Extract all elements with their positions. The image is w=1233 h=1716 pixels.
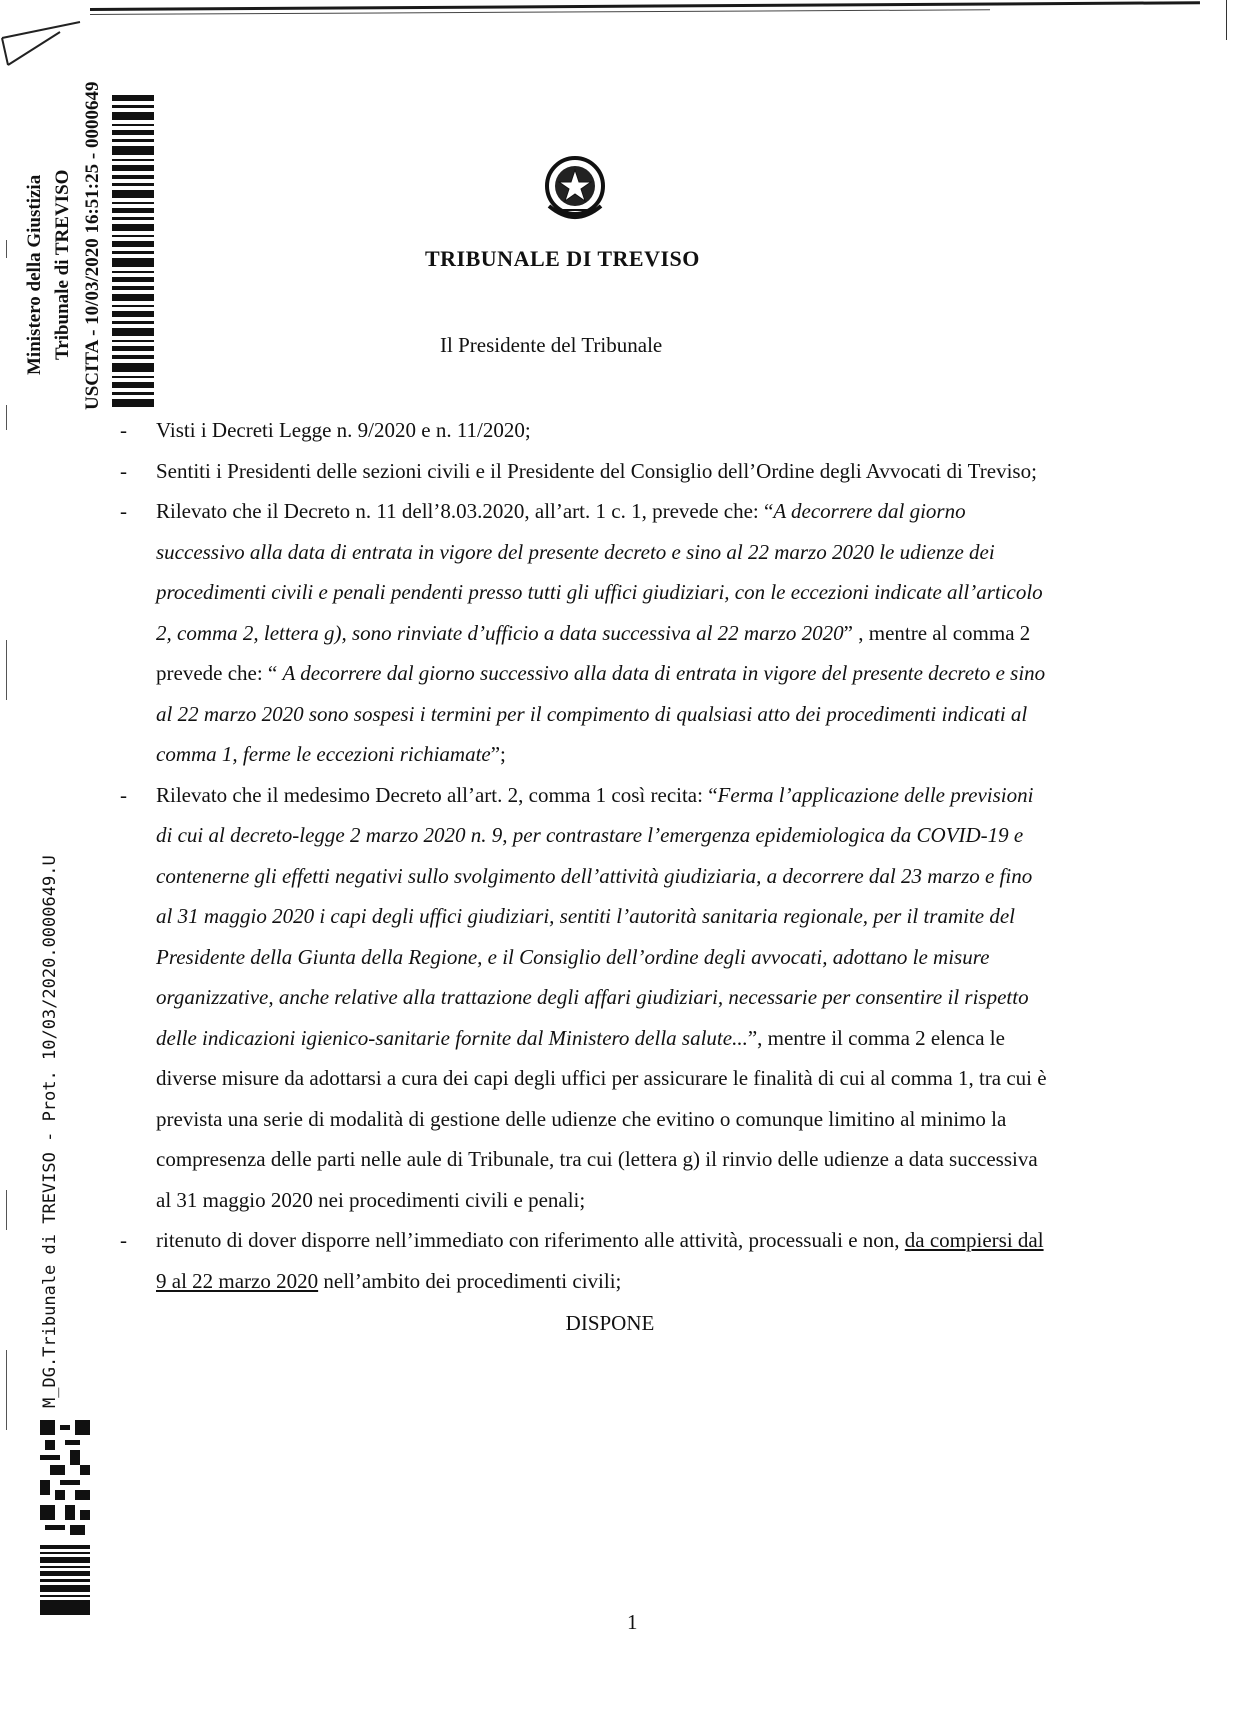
paragraph-rilevato-2 bbox=[120, 775, 1050, 1221]
quote-text: Ferma l’applicazione delle previsioni di cui al decreto-legge 2 marzo 2020 n. 9, per contrastare l’emergenza epidemiologica da COVID-19 e contenerne gli effetti negativi sullo svolgimento dell’attività giudiziaria, a decorrere dal 23 marzo e fino al 31 maggio 2020 i capi degli uffici giudiziari, sentiti l’autorità sanitaria regionale, per il tramite del Presidente della Giunta della Regione, e il Consiglio dell’ordine degli avvocati, adottano le misure organizzative, anche relative alla trattazione degli affari giudiziari, necessarie per consentire il rispetto delle indicazioni igienico-sanitarie fornite dal Ministero della salute... bbox=[156, 782, 1034, 1050]
barcode-top bbox=[112, 95, 154, 415]
paragraph-text: ”; bbox=[490, 742, 506, 766]
bullet-dash: - bbox=[120, 499, 127, 523]
bullet-dash: - bbox=[120, 458, 127, 483]
paragraph-text: Rilevato che il Decreto n. 11 dell’8.03.2020, all’art. 1 c. 1, prevede che: “ bbox=[156, 499, 774, 523]
bullet-dash: - bbox=[120, 418, 127, 442]
president-heading: Il Presidente del Tribunale bbox=[440, 333, 663, 357]
paragraph-text: nell’ambito dei procedimenti civili; bbox=[318, 1268, 622, 1293]
scan-mark bbox=[6, 1350, 7, 1430]
protocol-number: M_DG.Tribunale di TREVISO - Prot. 10/03/2020.0000649.U bbox=[40, 855, 60, 1408]
stamp-uscita: USCITA - 10/03/2020 16:51:25 - 0000649 bbox=[82, 81, 103, 410]
quote-text: A decorrere dal giorno successivo alla data di entrata in vigore del presente decreto e sino al 22 marzo 2020 sono sospesi i termini per il compimento di qualsiasi atto dei procedimenti indicati al comma 1, ferme le eccezioni richiamate bbox=[156, 661, 1046, 766]
dispone-heading: DISPONE bbox=[565, 1311, 655, 1335]
paragraph-rilevato-1 bbox=[120, 491, 1050, 775]
barcode-bottom bbox=[40, 1545, 90, 1615]
bullet-dash: - bbox=[120, 782, 127, 807]
paragraph-visti bbox=[120, 410, 1050, 451]
paragraph-text: Visti i Decreti Legge n. 9/2020 e n. 11/2020; bbox=[156, 418, 531, 442]
page-number: 1 bbox=[627, 1610, 638, 1634]
paragraph-text: ” , mentre al comma 2 prevede che: “ bbox=[156, 620, 1031, 685]
paragraph-text: Rilevato che il medesimo Decreto all’art. 2, comma 1 così recita: “ bbox=[156, 782, 718, 807]
paragraph-text: ritenuto di dover disporre nell’immediato con riferimento alle attività, processuali e non, bbox=[156, 1228, 905, 1252]
scan-mark bbox=[6, 405, 7, 430]
folded-corner-mark bbox=[0, 20, 110, 80]
paragraph-text: Sentiti i Presidenti delle sezioni civili e il Presidente del Consiglio dell’Ordine degli Avvocati di Treviso; bbox=[156, 458, 1037, 483]
scan-mark bbox=[6, 1190, 7, 1230]
paragraph-text: ”, mentre il comma 2 elenca le diverse misure da adottarsi a cura dei capi degli uffici per assicurare le finalità di cui al comma 1, tra cui è prevista una serie di modalità di gestione delle udienze che evitino o comunque limitino al minimo la compresenza delle parti nelle aule di Tribunale, tra cui (lettera g) il rinvio delle udienze a data successiva al 31 maggio 2020 nei procedimenti civili e penali; bbox=[156, 1025, 1047, 1212]
document-body bbox=[120, 410, 1050, 1344]
paragraph-ritenuto bbox=[120, 1220, 1050, 1301]
bullet-dash: - bbox=[120, 1228, 127, 1252]
court-title: TRIBUNALE DI TREVISO bbox=[425, 246, 700, 271]
qr-code bbox=[40, 1420, 90, 1535]
italian-republic-emblem bbox=[535, 150, 615, 230]
scan-mark bbox=[6, 640, 7, 700]
scan-right-edge bbox=[1226, 0, 1227, 40]
quote-text: A decorrere dal giorno successivo alla data di entrata in vigore del presente decreto e sino al 22 marzo 2020 le udienze dei procedimenti civili e penali pendenti presso tutti gli uffici giudiziari, con le eccezioni indicate all’articolo 2, comma 2, lettera g), sono rinviate d’ufficio a data successiva al 22 marzo 2020 bbox=[156, 499, 1043, 645]
stamp-ministero: Ministero della Giustizia bbox=[24, 174, 45, 375]
scan-edge-line bbox=[90, 1, 1200, 11]
paragraph-sentiti bbox=[120, 451, 1050, 492]
scan-mark bbox=[6, 240, 7, 258]
stamp-tribunale: Tribunale di TREVISO bbox=[52, 169, 73, 360]
underlined-text: da compiersi dal 9 al 22 marzo 2020 bbox=[156, 1228, 1044, 1293]
